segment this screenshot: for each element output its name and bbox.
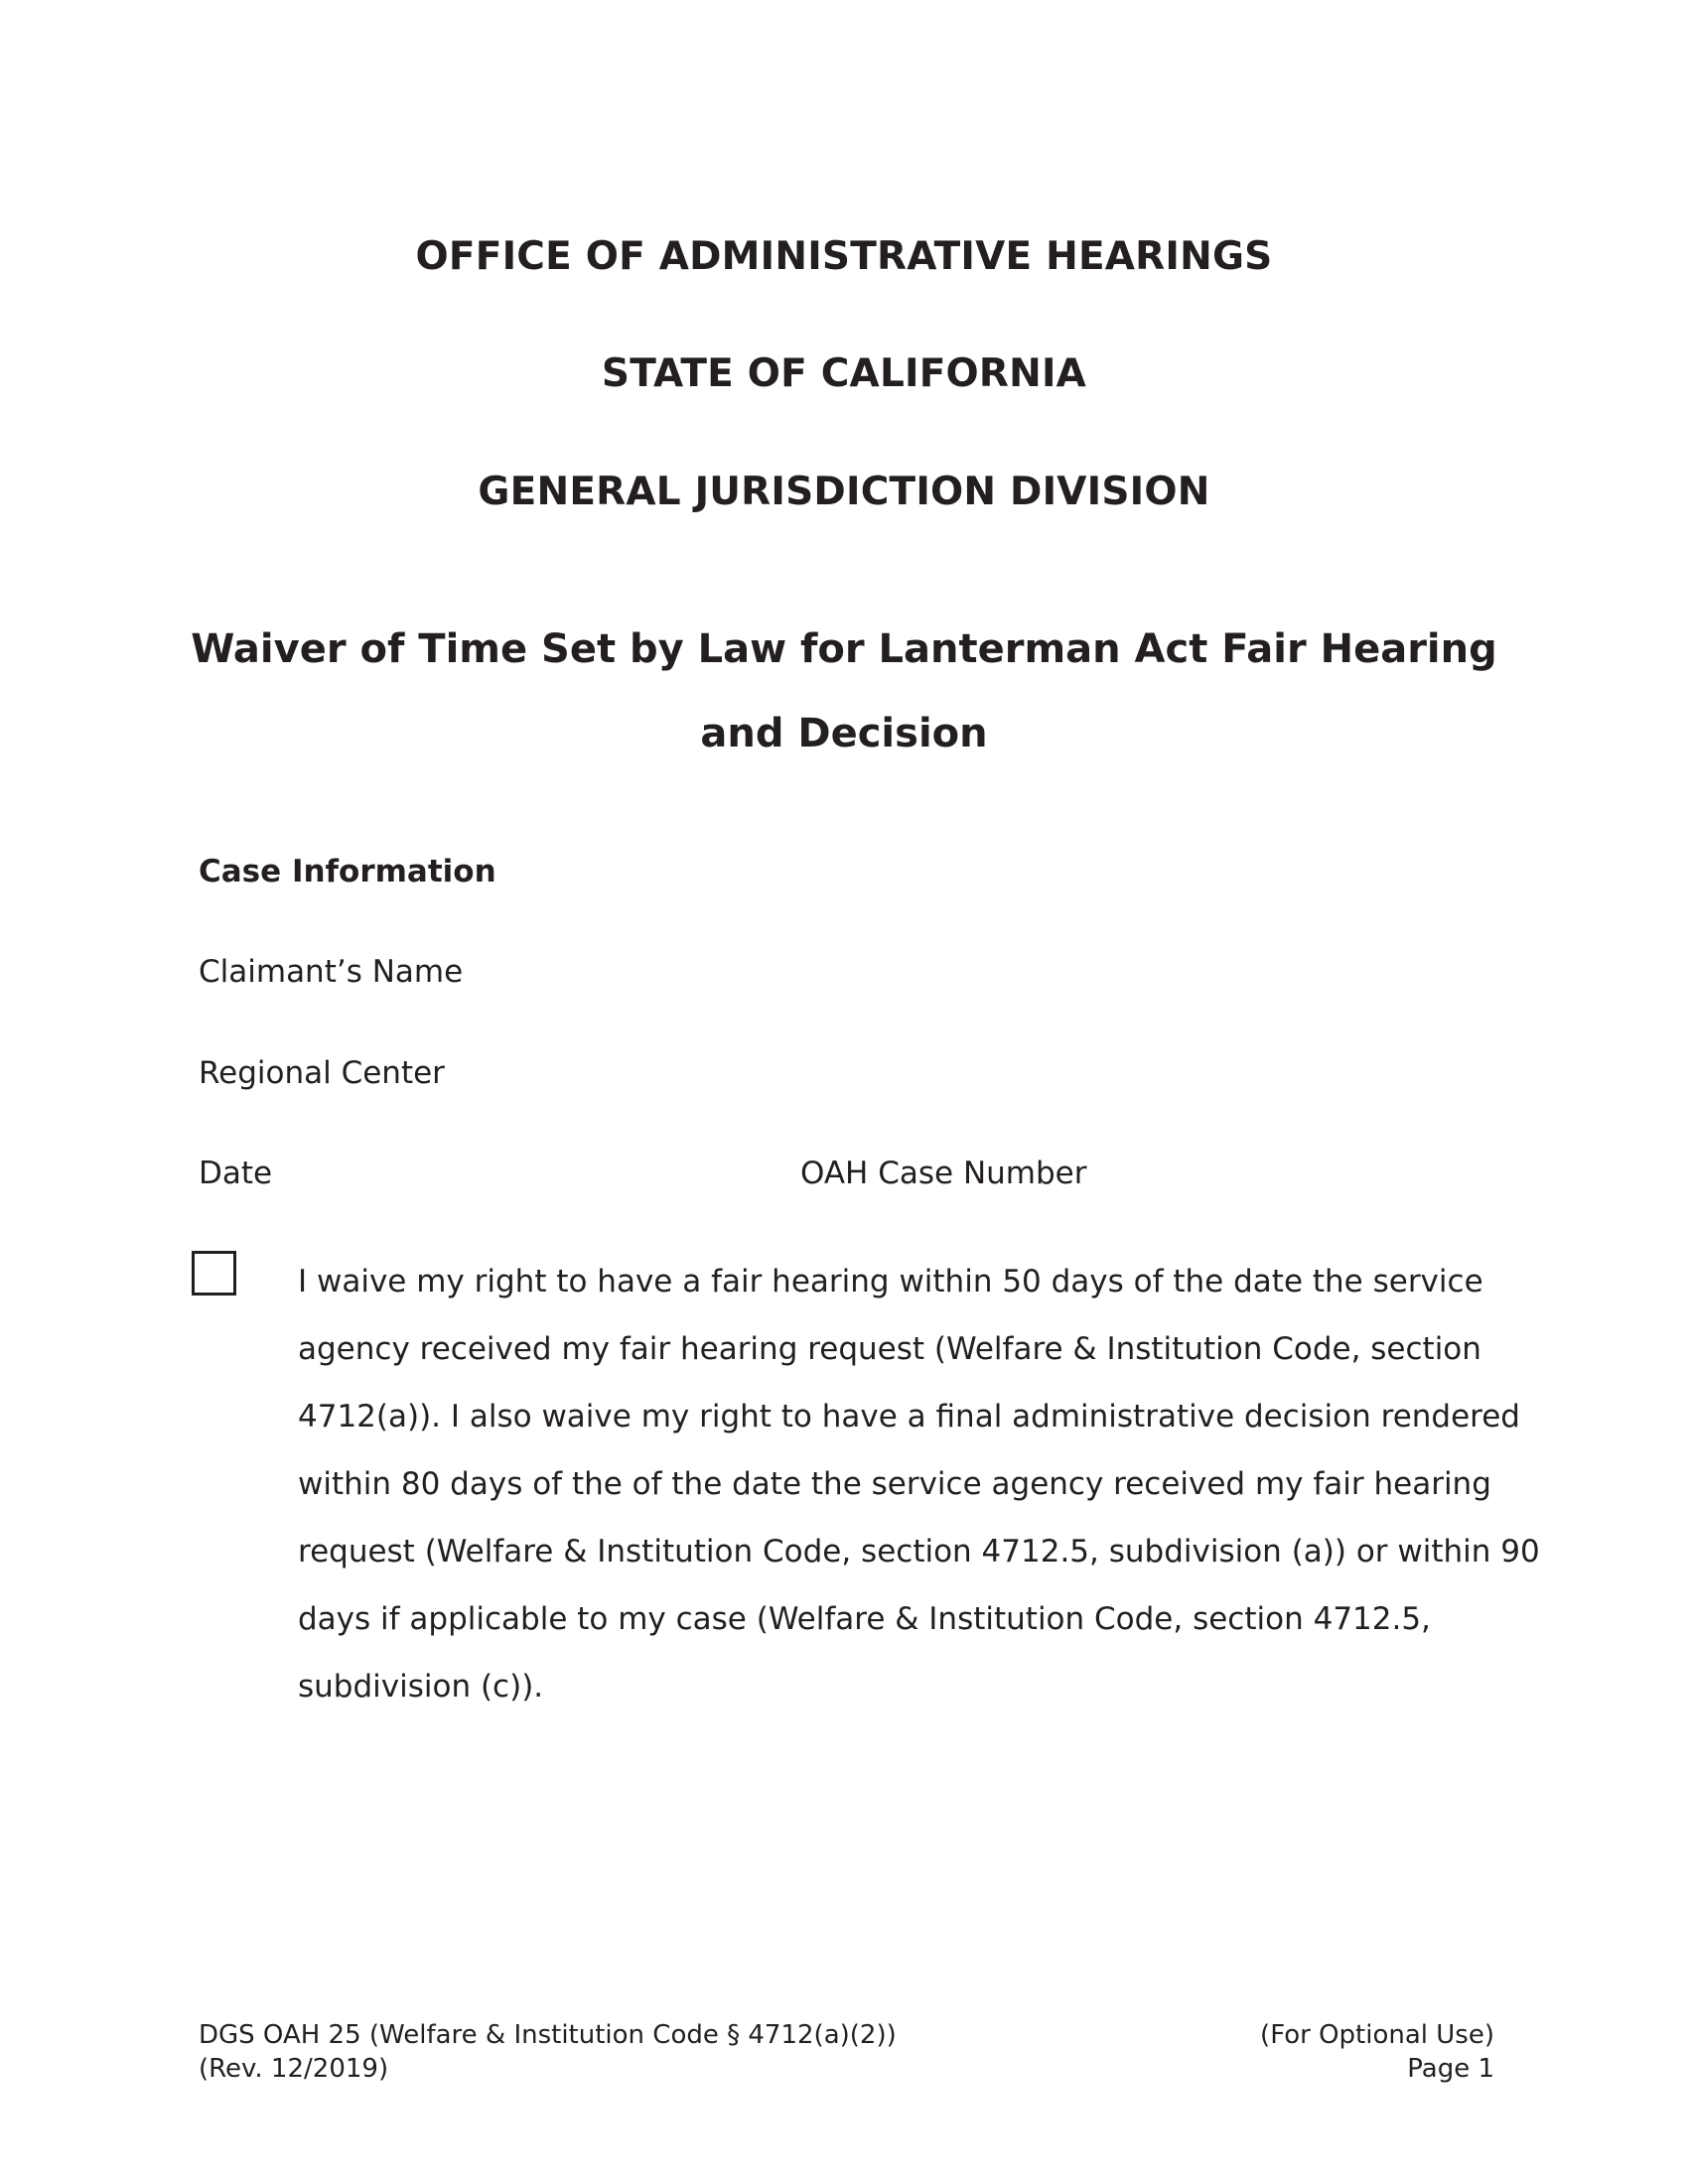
waiver-line: days if applicable to my case (Welfare & Institution Code, section 4712.5, (298, 1601, 1431, 1637)
form-title (149, 608, 1539, 776)
form-title-line-1: Waiver of Time Set by Law for Lanterman Act Fair Hearing (191, 626, 1497, 672)
footer-revision: (Rev. 12/2019) (199, 2054, 389, 2084)
date-label: Date (199, 1156, 273, 1191)
oah-case-number-label: OAH Case Number (800, 1156, 1087, 1191)
waiver-checkbox[interactable] (192, 1251, 236, 1296)
footer-usage: (For Optional Use) (1260, 2020, 1494, 2050)
footer-form-id: DGS OAH 25 (Welfare & Institution Code § 4712(a)(2)) (199, 2020, 897, 2050)
form-title-line-2: and Decision (700, 711, 988, 756)
office-heading: OFFICE OF ADMINISTRATIVE HEARINGS (415, 234, 1273, 279)
claimant-name-label: Claimant’s Name (199, 954, 464, 990)
state-heading: STATE OF CALIFORNIA (601, 351, 1087, 396)
waiver-line: 4712(a)). I also waive my right to have a final administrative decision rendered (298, 1399, 1520, 1434)
footer-page-number: Page 1 (1407, 2054, 1494, 2084)
waiver-line: I waive my right to have a fair hearing within 50 days of the date the service (298, 1264, 1483, 1299)
footer-page-info (1260, 2018, 1494, 2086)
footer-form-info (199, 2018, 897, 2086)
waiver-statement (298, 1248, 1540, 1720)
waiver-line: request (Welfare & Institution Code, section 4712.5, subdivision (a)) or within 90 (298, 1534, 1540, 1570)
waiver-line: agency received my fair hearing request (Welfare & Institution Code, section (298, 1331, 1481, 1367)
division-heading: GENERAL JURISDICTION DIVISION (478, 470, 1210, 514)
regional-center-label: Regional Center (199, 1055, 445, 1091)
waiver-line: within 80 days of the of the date the service agency received my fair hearing (298, 1466, 1491, 1502)
waiver-line: subdivision (c)). (298, 1669, 544, 1705)
case-information-heading: Case Information (199, 854, 496, 889)
